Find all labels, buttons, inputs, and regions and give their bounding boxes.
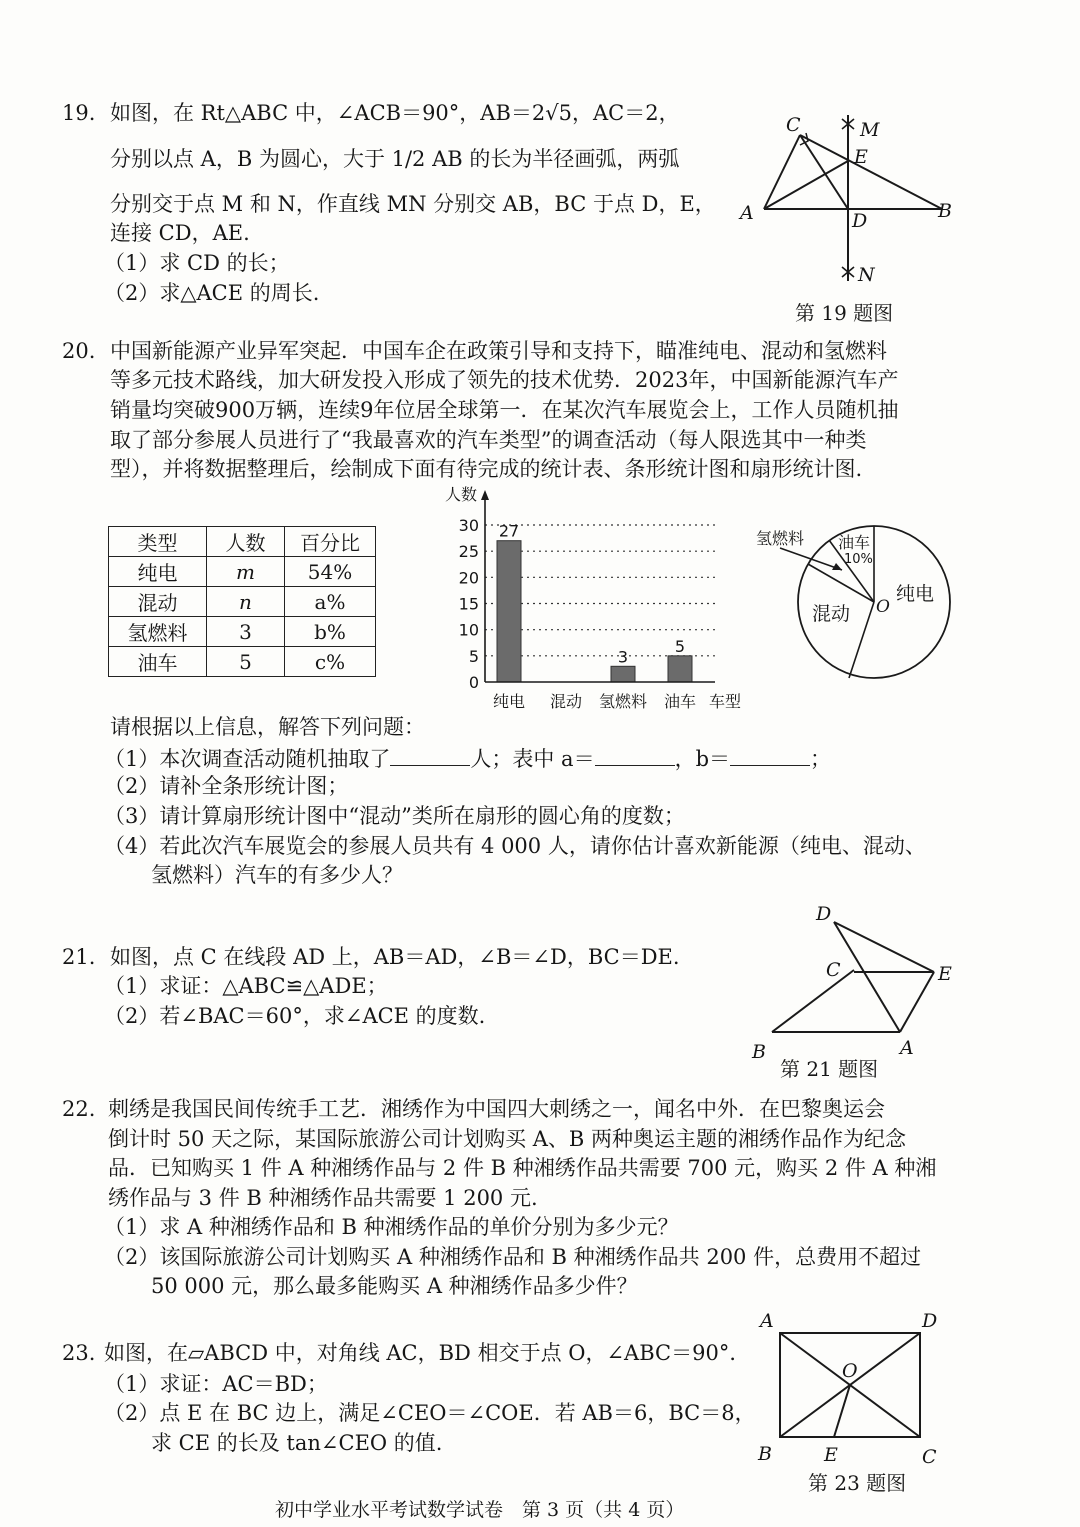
table-cell: c% bbox=[285, 647, 376, 677]
q20-part-1 bbox=[104, 743, 831, 773]
q21-line: 如图，点 C 在线段 AD 上，AB＝AD，∠B＝∠D，BC＝DE. bbox=[110, 945, 680, 969]
pie-label-center: O bbox=[876, 597, 890, 617]
table-cell: a% bbox=[285, 587, 376, 617]
bar-chart-ytick-label: 15 bbox=[458, 594, 479, 614]
table-cell: m bbox=[207, 557, 285, 587]
q23-number: 23. bbox=[62, 1341, 96, 1365]
q19-figure bbox=[730, 105, 970, 295]
table-cell: 氢燃料 bbox=[109, 617, 207, 647]
q23-label-d: D bbox=[922, 1310, 938, 1332]
bar-chart-data-label: 3 bbox=[617, 647, 629, 667]
q20-part-3: （3）请计算扇形统计图中“混动”类所在扇形的圆心角的度数； bbox=[104, 804, 685, 828]
q19-line-4: 连接 CD，AE. bbox=[110, 221, 250, 245]
q23-label-a: A bbox=[760, 1310, 774, 1332]
q19-label-a: A bbox=[740, 202, 754, 224]
bar-chart-category-label: 混动 bbox=[549, 692, 583, 711]
table-cell: 3 bbox=[207, 617, 285, 647]
table-row bbox=[109, 647, 376, 677]
q19-label-d: D bbox=[852, 210, 868, 232]
table-cell: 混动 bbox=[109, 587, 207, 617]
q20-part-4b: 氢燃料）汽车的有多少人？ bbox=[151, 863, 403, 887]
page-footer: 初中学业水平考试数学试卷 第 3 页（共 4 页） bbox=[275, 1499, 685, 1521]
q19-seg-cd bbox=[800, 135, 848, 209]
q19-label-b: B bbox=[938, 200, 952, 222]
bar-chart-data-label: 5 bbox=[674, 636, 686, 656]
q21-seg-ae bbox=[900, 972, 934, 1032]
answer-blank-a[interactable] bbox=[595, 743, 675, 766]
q19-caption: 第 19 题图 bbox=[795, 301, 894, 325]
q20-part-1-text-c: ，b＝ bbox=[674, 747, 731, 771]
table-header-count: 人数 bbox=[207, 527, 285, 557]
bar-chart-ytick-label: 20 bbox=[458, 568, 479, 588]
table-row bbox=[109, 617, 376, 647]
q23-label-c: C bbox=[922, 1446, 937, 1468]
pie-label-h2: 氢燃料 bbox=[756, 529, 805, 548]
bar-chart-category-label: 油车 bbox=[663, 692, 697, 711]
q20-line-4: 取了部分参展人员进行了“我最喜欢的汽车类型”的调查活动（每人限选其中一种类 bbox=[110, 428, 867, 452]
q23-label-e: E bbox=[824, 1444, 838, 1466]
q21-label-b: B bbox=[752, 1041, 766, 1063]
q20-part-2: （2）请补全条形统计图； bbox=[104, 774, 349, 798]
q22-line-2: 倒计时 50 天之际，某国际旅游公司计划购买 A、B 两种奥运主题的湘绣作品作为纪念 bbox=[108, 1127, 907, 1151]
table-cell: 54% bbox=[285, 557, 376, 587]
q19-seg-cb bbox=[800, 135, 942, 209]
q20-bar-chart bbox=[425, 480, 755, 720]
bar-chart-bar bbox=[611, 666, 635, 682]
q19-line-2: 分别以点 A，B 为圆心，大于 1/2 AB 的长为半径画弧，两弧 bbox=[110, 147, 680, 171]
bar-chart-category-label: 纯电 bbox=[492, 692, 526, 711]
q20-number: 20. bbox=[62, 339, 96, 363]
q21-label-e: E bbox=[938, 963, 952, 985]
q20-intro: 请根据以上信息，解答下列问题： bbox=[110, 715, 425, 739]
bar-chart-bar bbox=[497, 541, 521, 682]
bar-chart-ytick-label: 30 bbox=[458, 516, 479, 535]
bar-chart-ytick-label: 10 bbox=[458, 620, 479, 640]
q19-part-1: （1）求 CD 的长； bbox=[104, 251, 290, 275]
bar-chart-ytick-label: 0 bbox=[468, 673, 479, 692]
q20-part-4a: （4）若此次汽车展览会的参展人员共有 4 000 人，请你估计喜欢新能源（纯电、混动、 bbox=[104, 834, 926, 858]
bar-chart-bar bbox=[668, 656, 692, 682]
q21-label-a: A bbox=[900, 1037, 914, 1059]
bar-chart-ytick-label: 25 bbox=[458, 542, 479, 562]
q23-seg-oe bbox=[834, 1385, 850, 1437]
q19-part-2: （2）求△ACE 的周长. bbox=[104, 281, 320, 305]
q23-part-1: （1）求证：AC＝BD； bbox=[104, 1372, 328, 1396]
table-header-percent: 百分比 bbox=[285, 527, 376, 557]
pie-label-oil: 油车 bbox=[838, 533, 871, 552]
bar-chart-category-label: 氢燃料 bbox=[598, 692, 648, 711]
table-cell: b% bbox=[285, 617, 376, 647]
q21-caption: 第 21 题图 bbox=[780, 1057, 879, 1081]
q23-line: 如图，在▱ABCD 中，对角线 AC，BD 相交于点 O，∠ABC＝90°． bbox=[104, 1341, 751, 1365]
answer-blank-total[interactable] bbox=[390, 743, 470, 766]
q21-label-d: D bbox=[816, 903, 832, 925]
q20-line-2: 等多元技术路线，加大研发投入形成了领先的技术优势．2023年，中国新能源汽车产 bbox=[110, 368, 899, 392]
q22-line-3: 品．已知购买 1 件 A 种湘绣作品与 2 件 B 种湘绣作品共需要 700 元，购买 2 件 A 种湘 bbox=[108, 1156, 937, 1180]
q19-number: 19. bbox=[62, 101, 96, 125]
q19-label-m: M bbox=[860, 119, 880, 141]
bar-chart-data-label: 27 bbox=[498, 521, 520, 541]
q21-label-c: C bbox=[826, 959, 841, 981]
q19-label-e: E bbox=[854, 146, 868, 168]
bar-chart-ylabel: 人数 bbox=[445, 485, 478, 504]
pie-label-hybrid: 混动 bbox=[812, 603, 851, 625]
table-cell: 5 bbox=[207, 647, 285, 677]
bar-chart-y-arrow bbox=[481, 490, 489, 500]
pie-label-oil-pct: 10% bbox=[844, 552, 873, 567]
pie-leader-line bbox=[780, 548, 842, 570]
q21-figure bbox=[740, 900, 970, 1065]
q20-part-1-text-b: 人；表中 a＝ bbox=[470, 747, 595, 771]
q22-part-1: （1）求 A 种湘绣作品和 B 种湘绣作品的单价分别为多少元？ bbox=[104, 1215, 679, 1239]
q22-part-2: （2）该国际旅游公司计划购买 A 种湘绣作品和 B 种湘绣作品共 200 件，总费用不超过 bbox=[104, 1245, 922, 1269]
q21-number: 21. bbox=[62, 945, 96, 969]
q20-pie-chart bbox=[750, 520, 960, 690]
q23-part-2b: 求 CE 的长及 tan∠CEO 的值. bbox=[151, 1431, 443, 1455]
q19-label-n: N bbox=[858, 264, 875, 286]
q23-label-b: B bbox=[758, 1443, 772, 1465]
q23-part-2: （2）点 E 在 BC 边上，满足∠CEO＝∠COE．若 AB＝6，BC＝8， bbox=[104, 1401, 756, 1425]
q22-line-1: 刺绣是我国民间传统手工艺．湘绣作为中国四大刺绣之一，闻名中外．在巴黎奥运会 bbox=[108, 1097, 885, 1121]
table-row bbox=[109, 557, 376, 587]
q19-line-3: 分别交于点 M 和 N，作直线 MN 分别交 AB，BC 于点 D，E， bbox=[110, 192, 716, 216]
table-header-row bbox=[109, 527, 376, 557]
q20-line-1: 中国新能源产业异军突起．中国车企在政策引导和支持下，瞄准纯电、混动和氢燃料 bbox=[110, 339, 887, 363]
pie-radius-ev-hybrid bbox=[849, 602, 874, 678]
table-row bbox=[109, 587, 376, 617]
q21-seg-bc bbox=[772, 970, 854, 1032]
q19-line-1: 如图，在 Rt△ABC 中，∠ACB＝90°，AB＝2√5，AC＝2， bbox=[110, 101, 680, 125]
q20-part-1-text-d: ； bbox=[810, 747, 832, 771]
q21-part-1: （1）求证：△ABC≌△ADE； bbox=[104, 974, 388, 998]
q20-line-5: 型），并将数据整理后，绘制成下面有待完成的统计表、条形统计图和扇形统计图. bbox=[110, 457, 863, 481]
answer-blank-b[interactable] bbox=[730, 743, 810, 766]
pie-label-ev: 纯电 bbox=[896, 583, 935, 605]
q23-label-o: O bbox=[842, 1360, 858, 1382]
table-header-type: 类型 bbox=[109, 527, 207, 557]
q22-part-2b: 50 000 元，那么最多能购买 A 种湘绣作品多少件？ bbox=[151, 1274, 638, 1298]
q20-line-3: 销量均突破900万辆，连续9年位居全球第一．在某次汽车展览会上，工作人员随机抽 bbox=[110, 398, 899, 422]
bar-chart-xlabel: 车型 bbox=[709, 692, 742, 711]
q21-part-2: （2）若∠BAC＝60°，求∠ACE 的度数. bbox=[104, 1004, 486, 1028]
q22-line-4: 绣作品与 3 件 B 种湘绣作品共需要 1 200 元. bbox=[108, 1186, 538, 1210]
q20-part-1-text-a: （1）本次调查活动随机抽取了 bbox=[104, 747, 391, 771]
q23-caption: 第 23 题图 bbox=[808, 1471, 907, 1495]
q20-stat-table bbox=[108, 526, 376, 677]
table-cell: 纯电 bbox=[109, 557, 207, 587]
q19-label-c: C bbox=[786, 114, 801, 136]
q23-figure bbox=[750, 1305, 950, 1470]
q22-number: 22. bbox=[62, 1097, 96, 1121]
table-cell: n bbox=[207, 587, 285, 617]
bar-chart-ytick-label: 5 bbox=[468, 646, 479, 666]
table-cell: 油车 bbox=[109, 647, 207, 677]
